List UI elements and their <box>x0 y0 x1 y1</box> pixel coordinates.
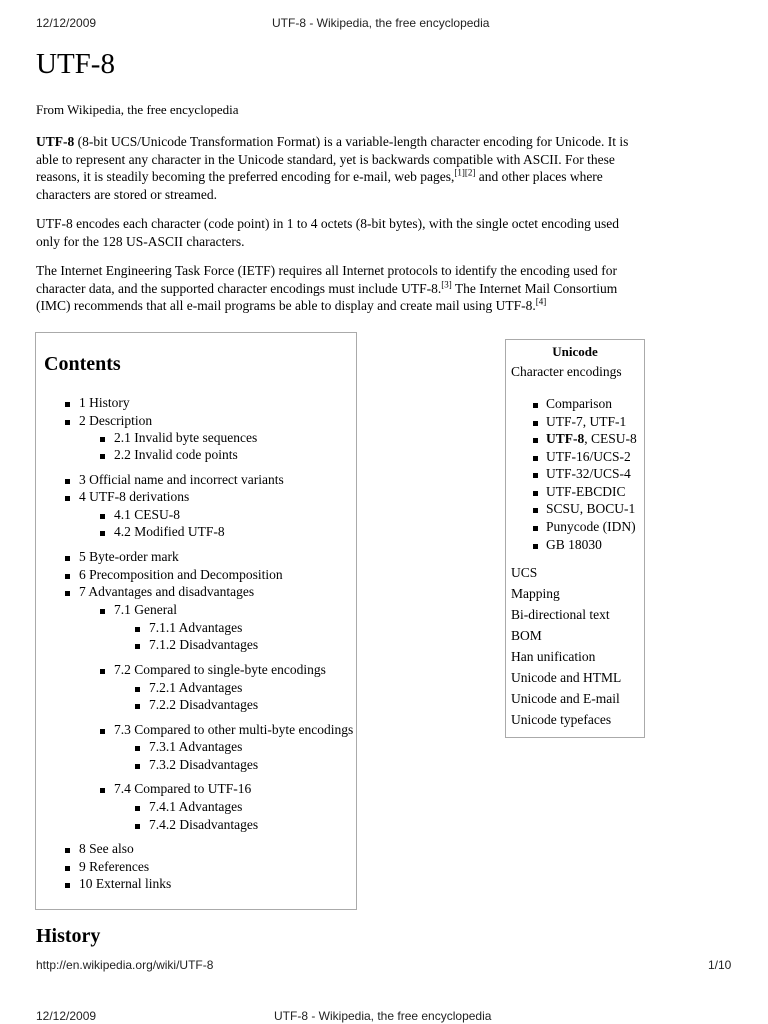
toc-item[interactable]: 7.4 Compared to UTF-16 <box>114 781 252 796</box>
print-footer-url: http://en.wikipedia.org/wiki/UTF-8 <box>36 958 214 972</box>
toc-item[interactable]: 7.4.2 Disadvantages <box>149 817 259 832</box>
p3-text-a: The Internet Engineering Task Force (IETF) requires all Internet protocols to identify the encoding used for character data, and the supported character encodings must include UTF-8. <box>36 263 617 296</box>
intro-paragraph-3 <box>36 262 646 315</box>
citation-1-2[interactable]: [1][2] <box>454 167 476 178</box>
toc-item[interactable]: 4.1 CESU-8 <box>114 507 181 522</box>
infobox-encoding-item[interactable]: UTF-7, UTF-1 <box>546 414 627 429</box>
print-page-number: 1/10 <box>708 958 732 972</box>
next-page-title: UTF-8 - Wikipedia, the free encyclopedia <box>274 1009 492 1023</box>
toc-item[interactable]: 2.1 Invalid byte sequences <box>114 430 258 445</box>
unicode-infobox <box>505 339 645 738</box>
infobox-link[interactable]: Unicode and HTML <box>511 670 622 685</box>
current-encoding-rest[interactable]: , CESU-8 <box>584 431 637 446</box>
toc-item[interactable]: 7.1.2 Disadvantages <box>149 637 259 652</box>
current-encoding-bold: UTF-8 <box>546 431 585 446</box>
infobox-encoding-item[interactable]: Comparison <box>546 396 612 411</box>
infobox-link[interactable]: Bi-directional text <box>511 607 610 622</box>
toc-item[interactable]: 7.2 Compared to single-byte encodings <box>114 662 326 677</box>
infobox-encoding-item[interactable]: GB 18030 <box>546 537 602 552</box>
toc-item[interactable]: 7.2.2 Disadvantages <box>149 697 259 712</box>
p2-text: UTF-8 encodes each character (code point) in 1 to 4 octets (8-bit bytes), with the single octet encoding used only for the 128 US-ASCII characters. <box>36 216 619 249</box>
infobox-link[interactable]: Unicode typefaces <box>511 712 612 727</box>
section-heading-history: History <box>36 925 101 947</box>
page-title: UTF-8 <box>36 48 115 80</box>
citation-4[interactable]: [4] <box>535 296 547 307</box>
toc-item[interactable]: 1 History <box>79 395 130 410</box>
toc-item[interactable]: 10 External links <box>79 876 172 891</box>
toc-item[interactable]: 7.1.1 Advantages <box>149 620 243 635</box>
infobox-encoding-item-current <box>546 431 637 447</box>
infobox-link[interactable]: BOM <box>511 628 542 643</box>
intro-paragraph-1 <box>36 133 646 203</box>
infobox-link[interactable]: Unicode and E-mail <box>511 691 620 706</box>
print-title: UTF-8 - Wikipedia, the free encyclopedia <box>272 16 490 30</box>
p3-text-b: The Internet Mail Consortium (IMC) recommends that all e-mail programs be able to display and create mail using UTF-8. <box>36 280 618 313</box>
toc-item[interactable]: 4.2 Modified UTF-8 <box>114 524 225 539</box>
toc-item[interactable]: 2 Description <box>79 413 153 428</box>
infobox-title[interactable]: Unicode <box>552 344 598 359</box>
toc-item[interactable]: 5 Byte-order mark <box>79 549 179 564</box>
intro-paragraph-2 <box>36 215 646 250</box>
table-of-contents <box>35 332 357 910</box>
toc-item[interactable]: 9 References <box>79 859 150 874</box>
toc-item[interactable]: 7.3.1 Advantages <box>149 739 243 754</box>
toc-item[interactable]: 4 UTF-8 derivations <box>79 489 190 504</box>
print-date: 12/12/2009 <box>36 16 97 30</box>
term-bold: UTF-8 <box>36 134 75 149</box>
infobox-link[interactable]: Mapping <box>511 586 560 601</box>
toc-item[interactable]: 6 Precomposition and Decomposition <box>79 567 283 582</box>
toc-item[interactable]: 8 See also <box>79 841 134 856</box>
infobox-encoding-item[interactable]: UTF-EBCDIC <box>546 484 626 499</box>
infobox-subtitle[interactable]: Character encodings <box>511 364 622 379</box>
citation-3[interactable]: [3] <box>441 279 452 289</box>
infobox-encoding-item[interactable]: UTF-32/UCS-4 <box>546 466 631 481</box>
toc-item[interactable]: 7.4.1 Advantages <box>149 799 243 814</box>
infobox-encoding-item[interactable]: UTF-16/UCS-2 <box>546 449 631 464</box>
infobox-link[interactable]: UCS <box>511 565 538 580</box>
infobox-link[interactable]: Han unification <box>511 649 596 664</box>
from-wikipedia-tagline: From Wikipedia, the free encyclopedia <box>36 102 239 117</box>
infobox-encoding-item[interactable]: Punycode (IDN) <box>546 519 636 534</box>
toc-item[interactable]: 3 Official name and incorrect variants <box>79 472 284 487</box>
infobox-encoding-item[interactable]: SCSU, BOCU-1 <box>546 501 636 516</box>
toc-item[interactable]: 7.2.1 Advantages <box>149 680 243 695</box>
p1-text-a: (8-bit UCS/Unicode Transformation Format) is a variable-length character encoding for Unicode. It is able to represent any character in the Unicode standard, yet is backwards compatible with ASCII. For these reasons, it is steadily becoming the preferred encoding for e-mail, web pages, <box>36 134 629 184</box>
toc-item[interactable]: 7.3.2 Disadvantages <box>149 757 259 772</box>
toc-item[interactable]: 7 Advantages and disadvantages <box>79 584 255 599</box>
next-page-date: 12/12/2009 <box>36 1009 97 1023</box>
p1-text-b: and other places where characters are stored or streamed. <box>36 169 603 202</box>
toc-title: Contents <box>44 353 121 375</box>
toc-item[interactable]: 2.2 Invalid code points <box>114 447 238 462</box>
toc-item[interactable]: 7.1 General <box>114 602 177 617</box>
toc-item[interactable]: 7.3 Compared to other multi-byte encodings <box>114 722 354 737</box>
